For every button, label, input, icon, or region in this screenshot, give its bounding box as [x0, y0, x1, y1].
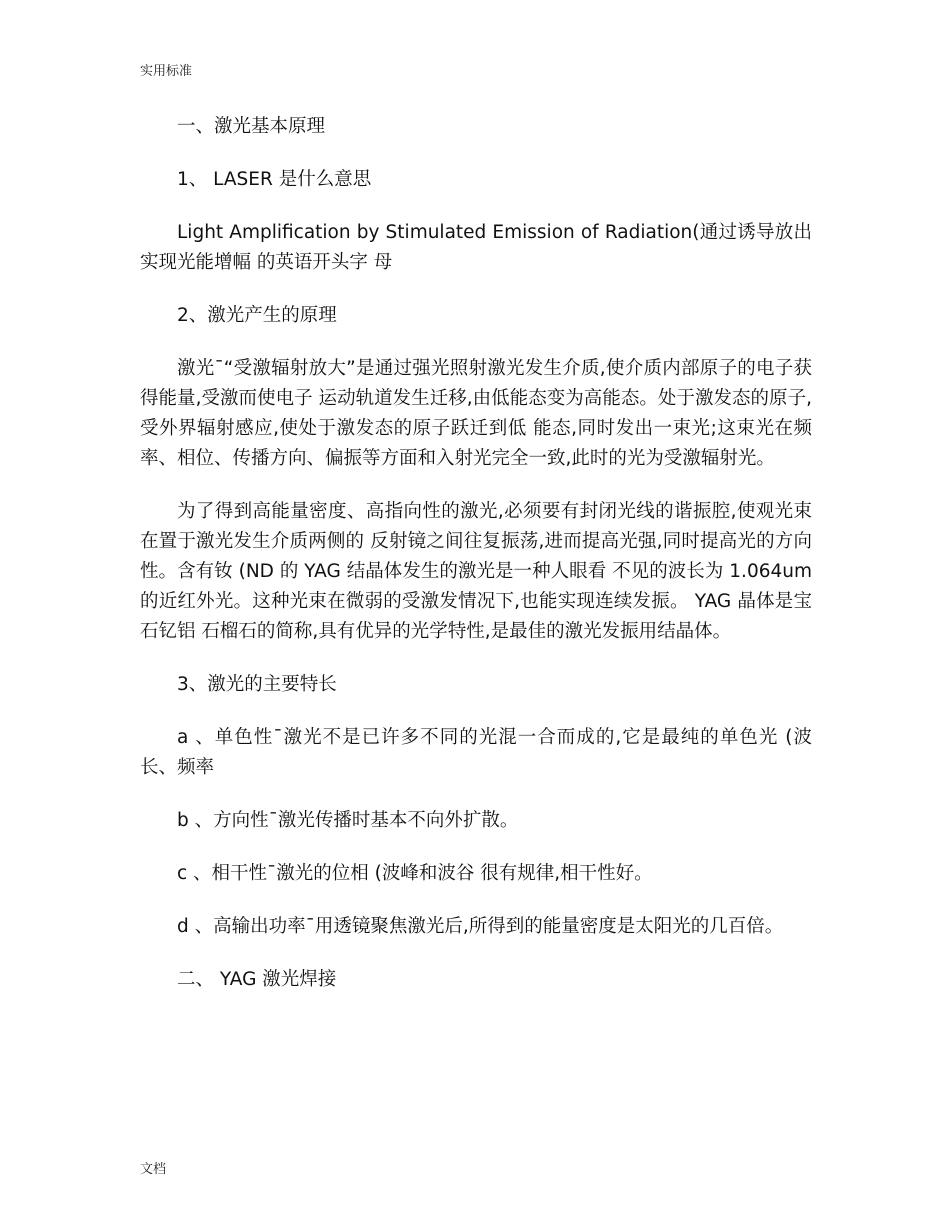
list-item-monochromaticity: a 、单色性¯激光不是已许多不同的光混一合而成的,它是最纯的单色光 (波长、频率	[140, 727, 812, 778]
list-item-high-power: d 、高输出功率¯用透镜聚焦激光后,所得到的能量密度是太阳光的几百倍。	[177, 916, 784, 937]
subsection-heading-principle: 2、激光产生的原理	[177, 305, 337, 326]
section-heading-1: 一、激光基本原理	[177, 116, 326, 137]
paragraph-resonator: 为了得到高能量密度、高指向性的激光,必须要有封闭光线的谐振腔,使观光束在置于激光发生介质两侧的 反射镜之间往复振荡,进而提高光强,同时提高光的方向性。含有钕 (ND 的 YAG 结晶体发生的激光是一种人眼看 不见的波长为 1.064um 的近红外光。这种光束在微弱的受激发情况下,也能实现连续发振。 YAG 晶体是宝石钇铝 石榴石的简称,具有优异的光学特性,是最佳的激光发振用结晶体。	[140, 501, 812, 642]
section-heading-2: 二、 YAG 激光焊接	[177, 969, 337, 990]
subsection-heading-features: 3、激光的主要特长	[177, 674, 337, 695]
paragraph-principle: 激光¯“受激辐射放大”是通过强光照射激光发生介质,使介质内部原子的电子获得能量,受激而使电子 运动轨道发生迁移,由低能态变为高能态。处于激发态的原子,受外界辐射感应,使处于激发态的原子跃迁到低 能态,同时发出一束光;这束光在频率、相位、传播方向、偏振等方面和入射光完全一致,此时的光为受激辐射光。	[140, 358, 812, 469]
list-item-directionality: b 、方向性¯激光传播时基本不向外扩散。	[177, 810, 519, 831]
document-body	[140, 112, 812, 1018]
subsection-heading-laser-meaning: 1、 LASER 是什么意思	[177, 169, 372, 190]
paragraph-laser-meaning: Light Amplification by Stimulated Emission of Radiation(通过诱导放出实现光能增幅 的英语开头字 母	[140, 222, 812, 273]
page-footer: 文档	[140, 1162, 167, 1177]
page-header: 实用标准	[140, 64, 193, 79]
list-item-coherence: c 、相干性¯激光的位相 (波峰和波谷 很有规律,相干性好。	[177, 863, 653, 884]
